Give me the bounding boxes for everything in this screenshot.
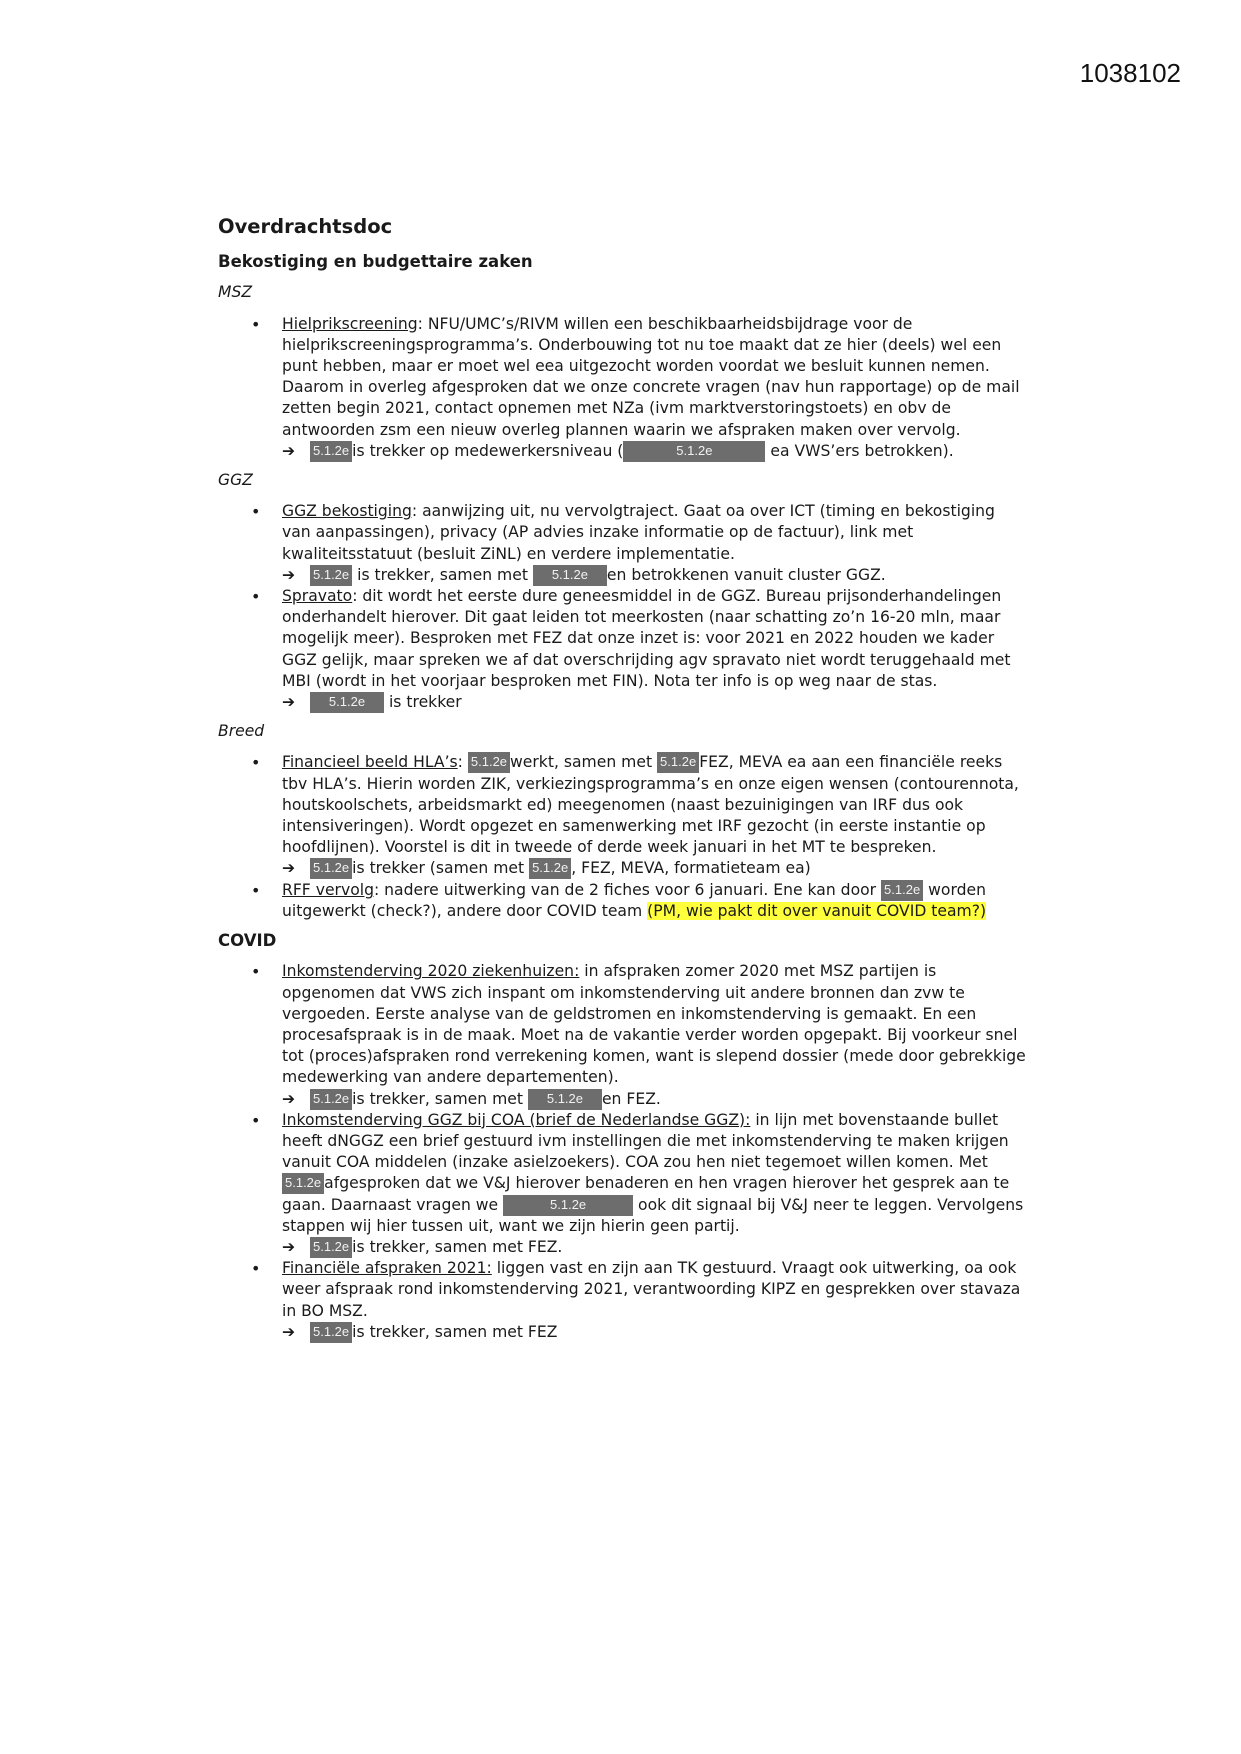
action-text: is trekker, samen met FEZ. xyxy=(352,1237,563,1256)
highlighted-note: (PM, wie pakt dit over vanuit COVID team?) xyxy=(647,901,987,920)
item-text: : dit wordt het eerste dure geneesmiddel in de GGZ. Bureau prijsonderhandelingen onderhandelt hierover. Dit gaat leiden tot meerkosten (naar schatting zo’n 16-20 mln, maar mogelijk meer). Besproken met FEZ dat onze inzet is: voor 2021 en 2022 houden we kader GGZ gelijk, maar spreken we af dat overschrijding agv spravato niet wordt teruggehaald met MBI (wordt in het voorjaar besproken met FIN). Nota ter info is op weg naar de stas. xyxy=(282,587,1011,690)
list-item-financiele-afspraken-2021 xyxy=(218,1258,1028,1343)
bullet-list-breed xyxy=(218,752,1028,922)
action-line xyxy=(282,692,1028,713)
action-text: is trekker, samen met xyxy=(352,565,533,584)
item-text: FEZ, MEVA ea aan een financiële reeks tbv HLA’s. Hierin worden ZIK, verkiezingsprogramma’s en onze eigen wensen (contourennota, houtskoolschets, arbeidsmarkt ed) meegenomen (naast bezuinigingen van IRF dus ook intensiveringen). Wordt opgezet en samenwerking met IRF gezocht (in eerste instantie op hoofdlijnen). Voorstel is dit in tweede of derde week januari in het MT te bespreken. xyxy=(282,753,1019,857)
bullet-icon: • xyxy=(251,753,261,773)
action-text: is trekker, samen met FEZ xyxy=(352,1322,558,1341)
arrow-icon: ➔ xyxy=(282,1322,296,1341)
item-term: RFF vervolg xyxy=(282,880,374,899)
redaction-box: 5.1.2e xyxy=(310,692,384,713)
redaction-box: 5.1.2e xyxy=(529,858,571,879)
bullet-list-ggz xyxy=(218,501,1028,713)
redaction-box: 5.1.2e xyxy=(528,1089,602,1110)
redaction-box: 5.1.2e xyxy=(503,1195,633,1216)
item-text: : nadere uitwerking van de 2 fiches voor 6 januari. Ene kan door xyxy=(373,880,882,899)
bullet-icon: • xyxy=(251,587,261,607)
item-term: Inkomstenderving GGZ bij COA (brief de Nederlandse GGZ): xyxy=(282,1110,751,1129)
redaction-box: 5.1.2e xyxy=(533,565,607,586)
arrow-icon: ➔ xyxy=(282,1237,296,1256)
section-label-covid: COVID xyxy=(218,931,277,951)
bullet-list-msz xyxy=(218,314,1028,462)
item-text: liggen vast en zijn aan TK gestuurd. Vraagt ook uitwerking, oa ook weer afspraak rond inkomstenderving 2021, verantwoording KIPZ en gesprekken over stavaza in BO MSZ. xyxy=(282,1259,1021,1320)
bullet-icon: • xyxy=(251,1110,261,1130)
item-term: Inkomstenderving 2020 ziekenhuizen: xyxy=(282,962,580,981)
action-text: , FEZ, MEVA, formatieteam ea) xyxy=(571,859,811,878)
section-label-ggz: GGZ xyxy=(218,471,253,490)
redaction-box: 5.1.2e xyxy=(310,1237,352,1258)
item-text: : NFU/UMC’s/RIVM willen een beschikbaarheidsbijdrage voor de hielprikscreeningsprogramma’s. Onderbouwing tot nu toe maakt dat ze hier (deels) wel een punt hebben, maar er moet wel eea uitgezocht worden voordat we besluit kunnen nemen. Daarom in overleg afgesproken dat we onze concrete vragen (nav hun rapportage) op de mail zetten begin 2021, contact opnemen met NZa (ivm marktverstoringstoets) en obv de antwoorden zsm een nieuw overleg plannen waarin we afspraken maken over vervolg. xyxy=(282,314,1020,439)
list-item-hielprikscreening xyxy=(218,314,1028,462)
redaction-box: 5.1.2e xyxy=(881,880,923,901)
arrow-icon: ➔ xyxy=(282,441,296,460)
redaction-box: 5.1.2e xyxy=(282,1173,324,1194)
list-item-financieel-beeld xyxy=(218,752,1028,879)
action-line xyxy=(282,1237,1028,1258)
action-text: is trekker, samen met xyxy=(352,1089,528,1108)
bullet-icon: • xyxy=(251,1259,261,1279)
redaction-box: 5.1.2e xyxy=(468,752,510,773)
redaction-box: 5.1.2e xyxy=(310,565,352,586)
action-line xyxy=(282,441,1028,462)
bullet-icon: • xyxy=(251,880,261,900)
redaction-box: 5.1.2e xyxy=(310,441,352,462)
item-text: : xyxy=(457,753,468,772)
action-line xyxy=(282,858,1028,879)
action-text: ea VWS’ers betrokken). xyxy=(770,441,954,460)
item-text: in afspraken zomer 2020 met MSZ partijen is opgenomen dat VWS zich inspant om inkomstenderving uit andere bronnen dan zvw te vergoeden. Eerste analyse van de geldstromen en inkomstenderving is gemaakt. En een procesafspraak is in de maak. Moet na de vakantie verder worden opgepakt. Bij voorkeur snel tot (proces)afspraken rond verrekening komen, want is slepend dossier (mede door gebrekkige medewerking van andere departementen). xyxy=(282,962,1026,1087)
item-text: : aanwijzing uit, nu vervolgtraject. Gaat oa over ICT (timing en bekostiging van aanpassingen), privacy (AP advies inzake informatie op de factuur), link met kwaliteitsstatuut (besluit ZiNL) en verdere implementatie. xyxy=(282,502,995,563)
page-title: Overdrachtsdoc xyxy=(218,215,393,238)
arrow-icon: ➔ xyxy=(282,693,296,712)
arrow-icon: ➔ xyxy=(282,859,296,878)
redaction-box: 5.1.2e xyxy=(310,858,352,879)
action-text: en FEZ. xyxy=(601,1089,661,1108)
item-term: Hielprikscreening xyxy=(282,314,418,333)
redaction-box: 5.1.2e xyxy=(623,441,765,462)
document-number: 1038102 xyxy=(1079,58,1181,88)
item-text: ook dit signaal bij V&J neer te leggen. Vervolgens stappen wij hier tussen uit, want we zijn hierin geen partij. xyxy=(282,1195,1024,1235)
action-line xyxy=(282,565,1028,586)
item-text: in lijn met bovenstaande bullet heeft dNGGZ een brief gestuurd ivm instellingen die met inkomstenderving te maken krijgen vanuit COA middelen (inzake asielzoekers). COA zou hen niet tegemoet willen komen. Met xyxy=(282,1110,1009,1172)
item-term: Financiële afspraken 2021: xyxy=(282,1259,492,1278)
list-item-spravato xyxy=(218,586,1028,713)
list-item-inkomstenderving-2020 xyxy=(218,961,1028,1109)
action-text: is trekker xyxy=(388,693,462,712)
action-line xyxy=(282,1322,1028,1343)
document-body xyxy=(218,216,1028,1351)
list-item-rff-vervolg xyxy=(218,880,1028,922)
arrow-icon: ➔ xyxy=(282,1089,296,1108)
bullet-list-covid xyxy=(218,961,1028,1343)
item-text: afgesproken dat we V&J hierover benaderen en hen vragen hierover het gesprek aan te gaan. Daarnaast vragen we xyxy=(282,1174,1010,1214)
section-label-breed: Breed xyxy=(218,722,265,741)
action-text: is trekker (samen met xyxy=(352,859,530,878)
item-text: worden uitgewerkt (check?), andere door COVID team xyxy=(282,880,986,920)
list-item-inkomstenderving-ggz-coa xyxy=(218,1110,1028,1258)
redaction-box: 5.1.2e xyxy=(310,1089,352,1110)
action-text: is trekker op medewerkersniveau ( xyxy=(352,441,624,460)
item-term: Spravato xyxy=(282,587,353,606)
bullet-icon: • xyxy=(251,502,261,522)
item-term: GGZ bekostiging xyxy=(282,502,412,521)
bullet-icon: • xyxy=(251,314,261,334)
action-text: en betrokkenen vanuit cluster GGZ. xyxy=(606,565,886,584)
redaction-box: 5.1.2e xyxy=(310,1322,352,1343)
item-text: werkt, samen met xyxy=(510,753,658,772)
list-item-ggz-bekostiging xyxy=(218,501,1028,586)
redaction-box: 5.1.2e xyxy=(657,752,699,773)
action-line xyxy=(282,1089,1028,1110)
item-term: Financieel beeld HLA’s xyxy=(282,753,458,772)
section-label-msz: MSZ xyxy=(218,283,253,302)
arrow-icon: ➔ xyxy=(282,565,296,584)
section-heading: Bekostiging en budgettaire zaken xyxy=(218,252,533,272)
bullet-icon: • xyxy=(251,962,261,982)
